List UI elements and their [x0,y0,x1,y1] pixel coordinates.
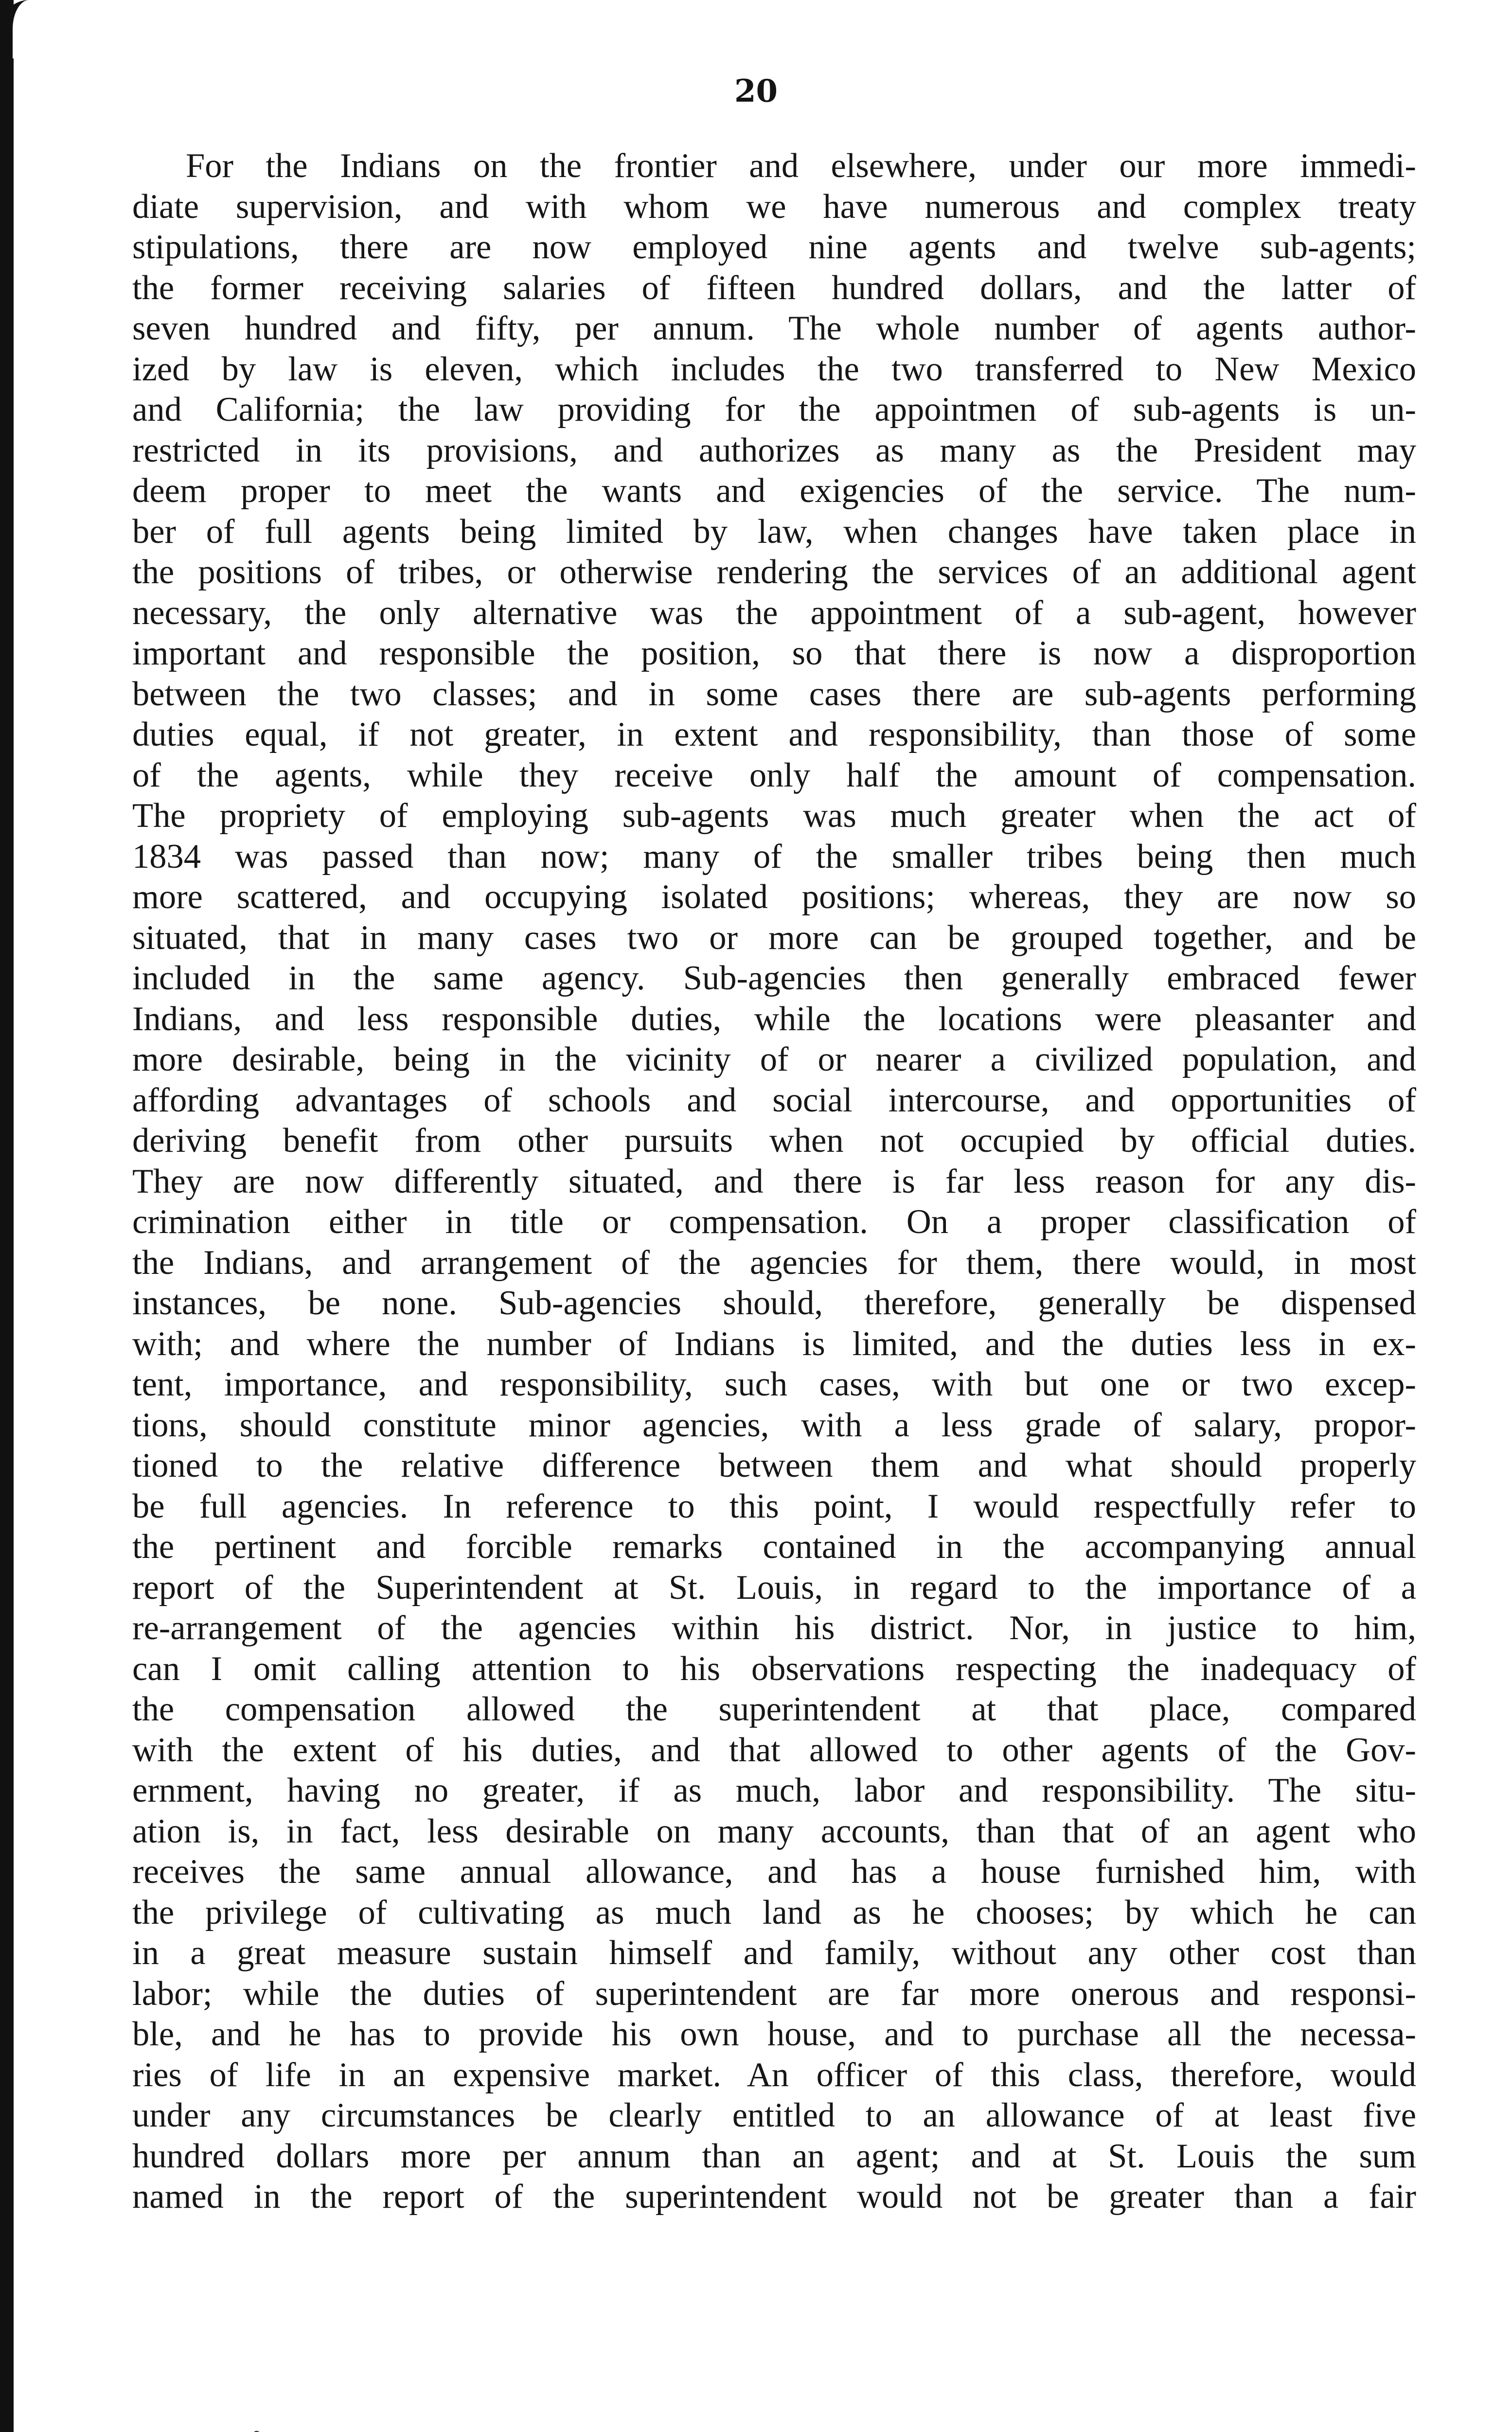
text-line: Indians, and less responsible duties, while the locations were pleasanter and [132,1000,1416,1038]
page-number: 20 [734,73,778,109]
text-line: be full agencies. In reference to this point, I would respectfully refer to [132,1487,1416,1525]
text-line: restricted in its provisions, and authorizes as many as the President may [132,431,1416,469]
text-line: with the extent of his duties, and that allowed to other agents of the Gov- [132,1731,1416,1769]
page-left-edge-shadow [0,0,14,2432]
text-line: hundred dollars more per annum than an agent; and at St. Louis the sum [132,2137,1416,2175]
text-line: tioned to the relative difference between them and what should properly [132,1447,1416,1484]
text-line: They are now differently situated, and there is far less reason for any dis- [132,1162,1416,1200]
text-line: ized by law is eleven, which includes the two transferred to New Mexico [132,350,1416,388]
text-line: crimination either in title or compensation. On a proper classification of [132,1203,1416,1241]
text-line: duties equal, if not greater, in extent and responsibility, than those of some [132,715,1416,753]
text-line: necessary, the only alternative was the appointment of a sub-agent, however [132,593,1416,632]
text-line: the positions of tribes, or otherwise rendering the services of an additional agent [132,553,1416,591]
text-line: more desirable, being in the vicinity of or nearer a civilized population, and [132,1040,1416,1078]
text-line: ble, and he has to provide his own house, and to purchase all the necessa- [132,2015,1416,2053]
text-line: under any circumstances be clearly entitled to an allowance of at least five [132,2096,1416,2134]
text-line: named in the report of the superintendent would not be greater than a fair [132,2178,1416,2216]
text-line: and California; the law providing for the appointmen of sub-agents is un- [132,391,1416,429]
text-line: affording advantages of schools and social intercourse, and opportunities of [132,1081,1416,1119]
ink-speck [253,2430,261,2432]
text-line: instances, be none. Sub-agencies should, therefore, generally be dispensed [132,1284,1416,1322]
text-line: of the agents, while they receive only half the amount of compensation. [132,756,1416,794]
text-line: ber of full agents being limited by law, when changes have taken place in [132,512,1416,551]
body-text [132,146,1416,2217]
text-line: tent, importance, and responsibility, such cases, with but one or two excep- [132,1365,1416,1403]
text-line: labor; while the duties of superintendent are far more onerous and responsi- [132,1974,1416,2013]
text-line: report of the Superintendent at St. Louis, in regard to the importance of a [132,1568,1416,1607]
text-line: situated, that in many cases two or more can be grouped together, and be [132,918,1416,957]
text-line: diate supervision, and with whom we have numerous and complex treaty [132,187,1416,226]
text-line: important and responsible the position, so that there is now a disproportion [132,634,1416,672]
text-line: the privilege of cultivating as much land as he chooses; by which he can [132,1893,1416,1931]
text-line: in a great measure sustain himself and family, without any other cost than [132,1934,1416,1972]
text-line: 1834 was passed than now; many of the smaller tribes being then much [132,837,1416,876]
text-line: stipulations, there are now employed nine agents and twelve sub-agents; [132,228,1416,266]
text-line: the former receiving salaries of fifteen hundred dollars, and the latter of [132,268,1416,307]
text-line: with; and where the number of Indians is limited, and the duties less in ex- [132,1324,1416,1363]
text-line: more scattered, and occupying isolated positions; whereas, they are now so [132,878,1416,916]
text-line: For the Indians on the frontier and elsewhere, under our more immedi- [186,147,1416,185]
text-line: ation is, in fact, less desirable on many accounts, than that of an agent who [132,1812,1416,1850]
text-line: can I omit calling attention to his observations respecting the inadequacy of [132,1649,1416,1688]
text-line: the compensation allowed the superintendent at that place, compared [132,1690,1416,1728]
text-line: The propriety of employing sub-agents was much greater when the act of [132,797,1416,835]
text-line: between the two classes; and in some cases there are sub-agents performing [132,675,1416,713]
text-line: the pertinent and forcible remarks contained in the accompanying annual [132,1528,1416,1566]
text-line: deem proper to meet the wants and exigencies of the service. The num- [132,472,1416,510]
text-line: the Indians, and arrangement of the agencies for them, there would, in most [132,1243,1416,1282]
text-line: receives the same annual allowance, and has a house furnished him, with [132,1853,1416,1891]
text-line: ries of life in an expensive market. An officer of this class, therefore, would [132,2056,1416,2094]
text-line: tions, should constitute minor agencies, with a less grade of salary, propor- [132,1406,1416,1444]
text-line: ernment, having no greater, if as much, labor and responsibility. The situ- [132,1771,1416,1809]
text-line: included in the same agency. Sub-agencies then generally embraced fewer [132,959,1416,997]
text-line: seven hundred and fifty, per annum. The whole number of agents author- [132,309,1416,347]
text-line: deriving benefit from other pursuits when not occupied by official duties. [132,1122,1416,1160]
text-line: re-arrangement of the agencies within his district. Nor, in justice to him, [132,1609,1416,1647]
